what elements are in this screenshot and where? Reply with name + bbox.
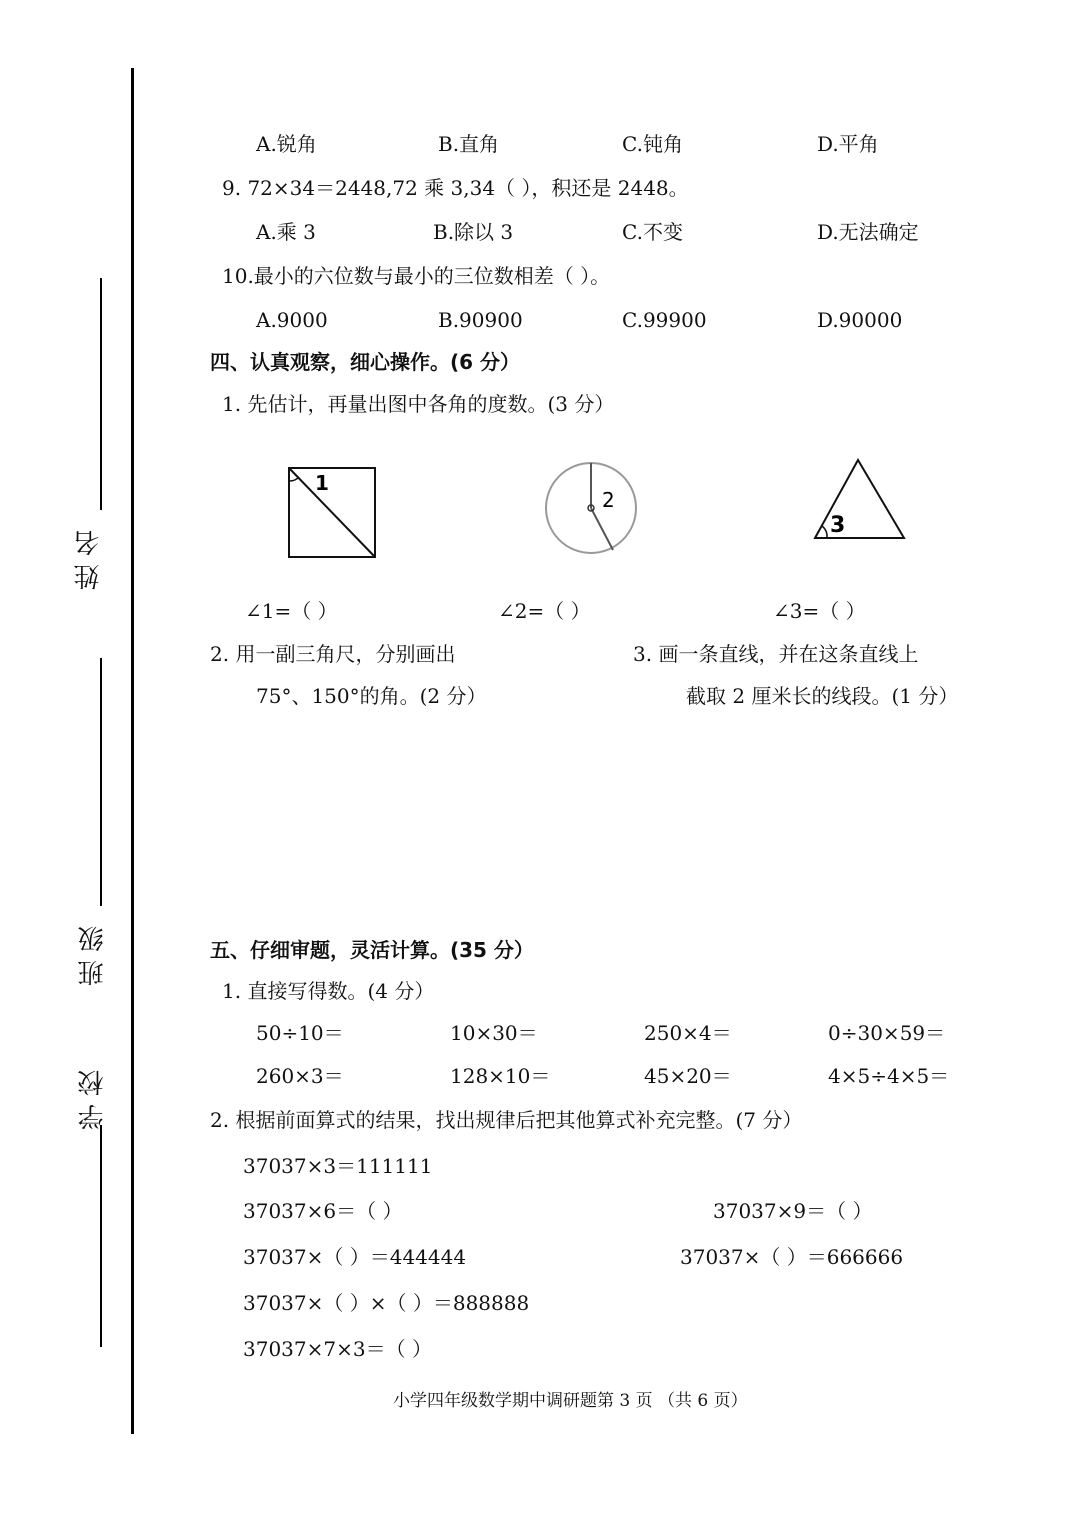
pattern-line[interactable]: 37037×9＝（ ） — [713, 1199, 873, 1223]
angle1-answer[interactable]: ∠1=（ ） — [245, 599, 338, 623]
section5-q1: 1. 直接写得数。(4 分） — [222, 979, 435, 1003]
q9-option-c: C.不变 — [622, 220, 683, 244]
figure-label-2: 2 — [602, 488, 615, 512]
class-label: 班级 — [78, 918, 108, 986]
margin-border-line — [131, 68, 134, 1434]
pattern-line[interactable]: 37037×（ ）＝666666 — [680, 1245, 904, 1269]
figure-label-1: 1 — [315, 471, 329, 495]
q8-option-a: A.锐角 — [256, 132, 317, 156]
pattern-line[interactable]: 37037×7×3＝（ ） — [243, 1337, 432, 1361]
calc-item: 250×4＝ — [644, 1021, 732, 1045]
q10-option-d: D.90000 — [817, 308, 903, 332]
q10-option-c: C.99900 — [622, 308, 707, 332]
q9-question: 9. 72×34＝2448,72 乘 3,34（ ），积还是 2448。 — [222, 176, 689, 200]
school-underline — [100, 1125, 102, 1347]
section4-title: 四、认真观察，细心操作。(6 分） — [210, 350, 521, 374]
pattern-line[interactable]: 37037×（ ）×（ ）＝888888 — [243, 1291, 530, 1315]
section4-q2-line2: 75°、150°的角。(2 分） — [256, 684, 487, 708]
section4-q2-line1: 2. 用一副三角尺，分别画出 — [210, 642, 456, 666]
page-footer: 小学四年级数学期中调研题第 3 页 （共 6 页） — [393, 1391, 748, 1411]
q8-option-b: B.直角 — [438, 132, 500, 156]
figure-triangle-angle — [810, 455, 910, 545]
class-underline — [100, 658, 102, 906]
school-label: 学校 — [78, 1062, 108, 1130]
calc-item: 45×20＝ — [644, 1064, 732, 1088]
q10-question: 10.最小的六位数与最小的三位数相差（ ）。 — [222, 264, 611, 288]
section5-q2: 2. 根据前面算式的结果，找出规律后把其他算式补充完整。(7 分） — [210, 1108, 803, 1132]
calc-item: 260×3＝ — [256, 1064, 344, 1088]
calc-item: 4×5÷4×5＝ — [828, 1064, 950, 1088]
name-underline — [100, 278, 102, 510]
pattern-line[interactable]: 37037×6＝（ ） — [243, 1199, 403, 1223]
q9-option-a: A.乘 3 — [256, 220, 316, 244]
section4-q1: 1. 先估计，再量出图中各角的度数。(3 分） — [222, 392, 615, 416]
figure-circle-angle — [544, 460, 639, 560]
calc-item: 10×30＝ — [450, 1021, 538, 1045]
pattern-line: 37037×3＝111111 — [243, 1154, 433, 1178]
q10-option-b: B.90900 — [438, 308, 523, 332]
angle3-answer[interactable]: ∠3=（ ） — [773, 599, 866, 623]
angle2-answer[interactable]: ∠2=（ ） — [498, 599, 591, 623]
q10-option-a: A.9000 — [256, 308, 328, 332]
pattern-line[interactable]: 37037×（ ）＝444444 — [243, 1245, 467, 1269]
figure-square-angle — [285, 465, 380, 560]
calc-item: 0÷30×59＝ — [828, 1021, 946, 1045]
q9-option-d: D.无法确定 — [817, 220, 919, 244]
q8-option-d: D.平角 — [817, 132, 879, 156]
q9-option-b: B.除以 3 — [433, 220, 514, 244]
section5-title: 五、仔细审题，灵活计算。(35 分） — [210, 938, 534, 962]
q8-option-c: C.钝角 — [622, 132, 683, 156]
calc-item: 128×10＝ — [450, 1064, 551, 1088]
section4-q3-line1: 3. 画一条直线，并在这条直线上 — [633, 642, 919, 666]
figure-label-3: 3 — [830, 513, 846, 538]
section4-q3-line2: 截取 2 厘米长的线段。(1 分） — [686, 684, 959, 708]
calc-item: 50÷10＝ — [256, 1021, 344, 1045]
name-label: 姓名 — [74, 522, 104, 590]
